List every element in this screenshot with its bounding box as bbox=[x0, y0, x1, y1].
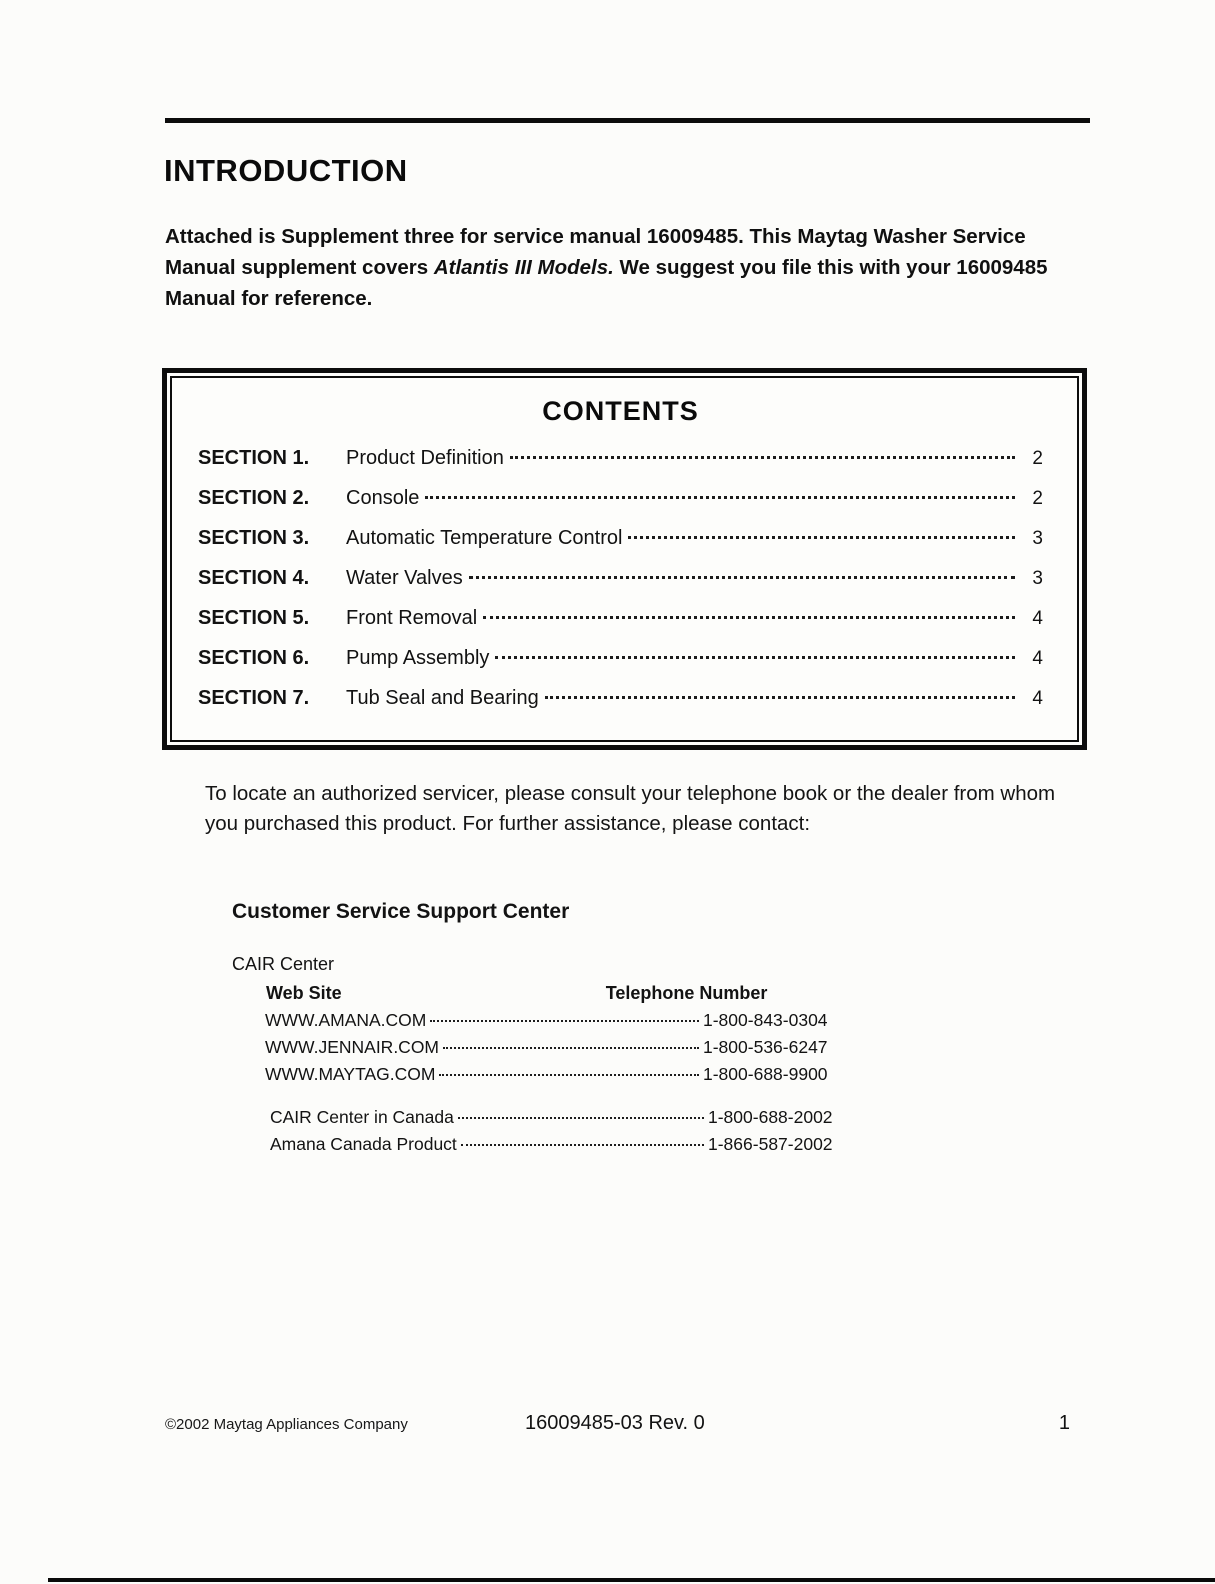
document-number: 16009485-03 Rev. 0 bbox=[525, 1412, 705, 1434]
top-divider bbox=[165, 118, 1090, 123]
toc-section-label: SECTION 7. bbox=[198, 687, 310, 709]
dot-leader bbox=[495, 656, 1015, 659]
toc-entry-title: Front Removal bbox=[346, 607, 478, 629]
copyright-text: ©2002 Maytag Appliances Company bbox=[165, 1416, 408, 1433]
toc-section-label: SECTION 5. bbox=[198, 607, 310, 629]
dot-leader bbox=[443, 1047, 699, 1049]
toc-entry-title: Water Valves bbox=[346, 567, 463, 589]
scan-bottom-edge bbox=[48, 1578, 1215, 1582]
contact-row bbox=[265, 1037, 843, 1058]
intro-model-name: Atlantis III Models. bbox=[433, 255, 614, 279]
toc-section-label: SECTION 1. bbox=[198, 447, 310, 469]
toc-section-label: SECTION 2. bbox=[198, 487, 310, 509]
canada-contacts-group bbox=[270, 1107, 932, 1155]
toc-page-number: 2 bbox=[1032, 448, 1043, 469]
toc-entry-title: Product Definition bbox=[346, 447, 504, 469]
intro-text-before: Attached is Supplement three for service manual 16009485. This Maytag Washer Service Manual supplement covers bbox=[165, 224, 1026, 279]
contact-row bbox=[270, 1134, 848, 1155]
support-heading: Customer Service Support Center bbox=[232, 900, 570, 923]
canada-contact-label: CAIR Center in Canada bbox=[270, 1107, 454, 1127]
contents-title: CONTENTS bbox=[542, 396, 699, 426]
toc-section-label: SECTION 4. bbox=[198, 567, 310, 589]
toc-page-number: 4 bbox=[1032, 608, 1043, 629]
toc-page-number: 3 bbox=[1032, 568, 1043, 589]
contents-inner-border bbox=[170, 376, 1079, 742]
contact-row bbox=[265, 1064, 843, 1085]
dot-leader bbox=[425, 496, 1015, 499]
page-number: 1 bbox=[1058, 1412, 1070, 1434]
phone-number: 1-800-843-0304 bbox=[703, 1010, 828, 1030]
toc-page-number: 3 bbox=[1032, 528, 1043, 549]
phone-number: 1-800-688-9900 bbox=[703, 1064, 828, 1084]
page-title: INTRODUCTION bbox=[164, 152, 408, 188]
dot-leader bbox=[461, 1144, 704, 1146]
dot-leader bbox=[510, 456, 1015, 459]
intro-paragraph bbox=[165, 221, 1095, 314]
web-site-label: WWW.JENNAIR.COM bbox=[265, 1037, 440, 1057]
toc-row bbox=[198, 527, 1043, 550]
toc-row bbox=[198, 567, 1043, 590]
locate-servicer-paragraph: To locate an authorized servicer, please consult your telephone book or the dealer from whom you purchased this product. For further assistance, please contact: bbox=[205, 781, 1056, 836]
phone-number: 1-866-587-2002 bbox=[708, 1134, 833, 1154]
toc-entry-title: Console bbox=[346, 487, 420, 509]
toc-entry-title: Tub Seal and Bearing bbox=[346, 687, 539, 709]
toc-row bbox=[198, 447, 1043, 470]
telephone-column-header: Telephone Number bbox=[605, 983, 768, 1003]
toc-entry-title: Automatic Temperature Control bbox=[346, 527, 623, 549]
cair-center-label: CAIR Center bbox=[232, 954, 335, 974]
web-site-label: WWW.AMANA.COM bbox=[265, 1010, 427, 1030]
toc-entry-title: Pump Assembly bbox=[346, 647, 490, 669]
toc-row bbox=[198, 687, 1043, 710]
intro-text-after: We suggest you file this with your 16009485 Manual for reference. bbox=[165, 255, 1048, 310]
web-sites-group bbox=[265, 1010, 932, 1085]
toc-row bbox=[198, 647, 1043, 670]
dot-leader bbox=[469, 576, 1015, 579]
contact-column-headers bbox=[232, 983, 932, 1004]
toc-row bbox=[198, 607, 1043, 630]
web-site-label: WWW.MAYTAG.COM bbox=[265, 1064, 436, 1084]
toc-section-label: SECTION 6. bbox=[198, 647, 310, 669]
toc-page-number: 4 bbox=[1032, 648, 1043, 669]
dot-leader bbox=[545, 696, 1015, 699]
contact-row bbox=[270, 1107, 848, 1128]
toc-section-label: SECTION 3. bbox=[198, 527, 310, 549]
dot-leader bbox=[458, 1117, 704, 1119]
dot-leader bbox=[628, 536, 1015, 539]
contact-row bbox=[265, 1010, 843, 1031]
phone-number: 1-800-536-6247 bbox=[703, 1037, 828, 1057]
toc-row bbox=[198, 487, 1043, 510]
page-footer bbox=[165, 1412, 1070, 1435]
web-site-column-header: Web Site bbox=[266, 983, 342, 1003]
dot-leader bbox=[430, 1020, 699, 1022]
toc-page-number: 2 bbox=[1032, 488, 1043, 509]
contents-box bbox=[162, 368, 1087, 750]
canada-contact-label: Amana Canada Product bbox=[270, 1134, 457, 1154]
customer-support-section bbox=[232, 900, 932, 1161]
toc-page-number: 4 bbox=[1032, 688, 1043, 709]
dot-leader bbox=[439, 1074, 699, 1076]
phone-number: 1-800-688-2002 bbox=[708, 1107, 833, 1127]
dot-leader bbox=[483, 616, 1015, 619]
